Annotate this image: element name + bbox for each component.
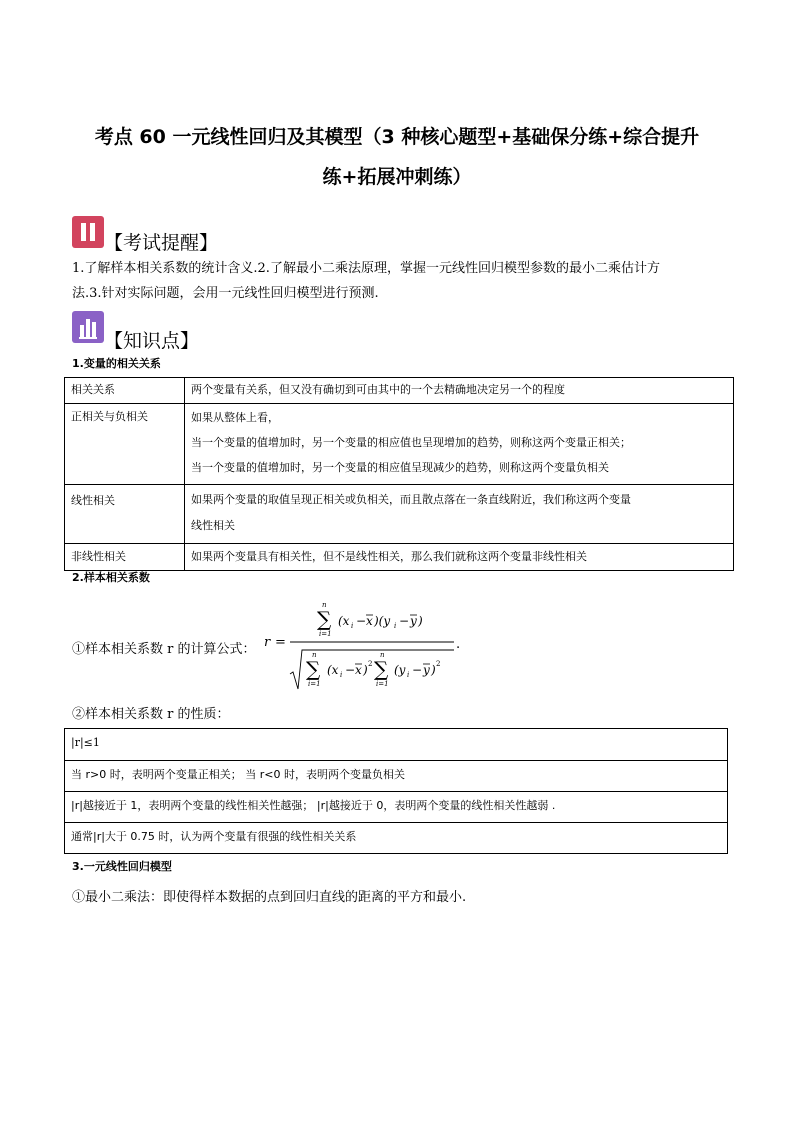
svg-text:2: 2 [368, 660, 373, 668]
svg-text:i: i [351, 622, 354, 630]
svg-text:i=1: i=1 [376, 680, 389, 688]
svg-text:x: x [355, 663, 362, 677]
svg-text:−: − [399, 614, 410, 628]
bar-chart-icon [72, 311, 104, 343]
svg-text:n: n [312, 651, 317, 659]
svg-text:y: y [410, 614, 417, 628]
reminder-heading: 【考试提醒】 [104, 232, 219, 254]
svg-text:i=1: i=1 [308, 680, 321, 688]
svg-text:(y: (y [394, 663, 406, 677]
properties-table [64, 728, 728, 854]
table-term: 正相关与负相关 [71, 410, 148, 423]
property-row: 通常|r|大于 0.75 时，认为两个变量有很强的线性相关关系 [71, 830, 357, 843]
formula-tail: . [456, 637, 461, 652]
table-desc-line: 当一个变量的值增加时，另一个变量的相应值呈现减少的趋势，则称这两个变量负相关 [191, 461, 609, 474]
svg-text:(x: (x [338, 614, 350, 628]
pause-bars-icon [72, 216, 104, 248]
correlation-formula [262, 592, 472, 696]
svg-text:): ) [418, 614, 423, 628]
svg-text:y: y [423, 663, 430, 677]
svg-text:i: i [394, 622, 397, 630]
svg-text:r: r [264, 635, 271, 650]
property-row: |r|越接近于 1，表明两个变量的线性相关性越强； |r|越接近于 0，表明两个变量的线性相关性越弱 . [71, 799, 556, 812]
svg-text:−: − [412, 663, 423, 677]
property-row: |r|≤1 [71, 736, 100, 749]
svg-text:i: i [340, 671, 343, 679]
page-title-line1: 考点 60 一元线性回归及其模型（3 种核心题型+基础保分练+综合提升 [94, 126, 700, 148]
section1-title: 1.变量的相关关系 [72, 357, 161, 370]
svg-text:i=1: i=1 [319, 630, 332, 638]
correlation-table [64, 377, 734, 571]
reminder-line1: 1.了解样本相关系数的统计含义.2.了解最小二乘法原理，掌握一元线性回归模型参数的最小二乘估计方 [72, 261, 660, 276]
table-desc-line: 线性相关 [191, 519, 235, 532]
table-desc-line: 如果从整体上看， [191, 411, 279, 424]
svg-text:=: = [275, 635, 286, 650]
table-term: 非线性相关 [71, 550, 126, 563]
properties-label: ②样本相关系数 r 的性质： [72, 707, 230, 722]
formula-label: ①样本相关系数 r 的计算公式： [72, 642, 256, 657]
svg-text:∑: ∑ [374, 657, 389, 681]
section3-title: 3.一元线性回归模型 [72, 860, 172, 873]
svg-text:−: − [345, 663, 356, 677]
svg-text:i: i [407, 671, 410, 679]
table-desc-line: 如果两个变量的取值呈现正相关或负相关，而且散点落在一条直线附近，我们称这两个变量 [191, 493, 631, 506]
knowledge-heading: 【知识点】 [104, 330, 200, 352]
table-desc-line: 当一个变量的值增加时，另一个变量的相应值也呈现增加的趋势，则称这两个变量正相关； [191, 436, 631, 449]
svg-text:): ) [431, 663, 436, 677]
svg-text:(x: (x [327, 663, 339, 677]
least-squares-text: ①最小二乘法：即使得样本数据的点到回归直线的距离的平方和最小. [72, 890, 467, 905]
svg-text:∑: ∑ [317, 607, 332, 631]
svg-text:n: n [380, 651, 385, 659]
svg-text:x: x [366, 614, 373, 628]
svg-text:): ) [363, 663, 368, 677]
svg-text:2: 2 [436, 660, 441, 668]
svg-text:−: − [356, 614, 367, 628]
page-title-line2: 练+拓展冲刺练） [322, 166, 472, 188]
property-row: 当 r>0 时，表明两个变量正相关； 当 r<0 时，表明两个变量负相关 [71, 768, 405, 781]
svg-text:∑: ∑ [306, 657, 321, 681]
table-term: 相关关系 [71, 383, 115, 396]
reminder-line2: 法.3.针对实际问题，会用一元线性回归模型进行预测. [72, 286, 379, 301]
table-desc: 两个变量有关系，但又没有确切到可由其中的一个去精确地决定另一个的程度 [191, 383, 565, 396]
svg-text:n: n [322, 601, 327, 609]
table-term: 线性相关 [71, 494, 115, 507]
section2-title: 2.样本相关系数 [72, 571, 150, 584]
table-desc: 如果两个变量具有相关性，但不是线性相关，那么我们就称这两个变量非线性相关 [191, 550, 587, 563]
svg-text:)(y: )(y [374, 614, 391, 628]
